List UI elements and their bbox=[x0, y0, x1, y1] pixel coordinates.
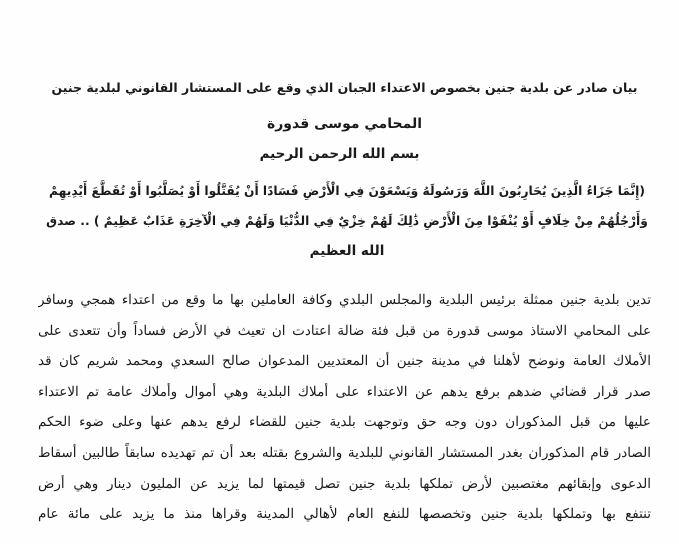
quran-verse bbox=[45, 176, 649, 266]
body-line: الأملاك العامة ونوضح لأهلنا في مدينة جنين أن المعتديين المدعوان صالح السعدي ومحمد شريم كان قد bbox=[38, 353, 651, 370]
body-line: صدر قرار قضائي ضدهم برفع يدهم عن الاعتداء على أملاك البلدية وهي أموال وأملاك عامة تم الاعتداء bbox=[38, 383, 651, 400]
basmala: بسم الله الرحمن الرحيم bbox=[259, 146, 420, 162]
title-line: المحامي موسى قدورة bbox=[266, 116, 423, 132]
title-line: بيان صادر عن بلدية جنين بخصوص الاعتداء الجبان الذي وقع على المستشار القانوني لبلدية جنين bbox=[51, 80, 638, 95]
body-line: عليها من قبل المذكوران دون وجه حق وتوجهت بلدية جنين للقضاء لرفع يدهم عنها وعلى ضوء الحكم bbox=[38, 414, 651, 431]
verse-line: (إِنَّمَا جَزَاءُ الَّذِينَ يُحَارِبُونَ اللَّهَ وَرَسُولَهُ وَيَسْعَوْنَ فِي الْأَرْضِ فَسَادًا أَنْ يُقَتَّلُوا أَوْ يُصَلَّبُوا أَوْ تُقَطَّعَ أَيْدِيهِمْ bbox=[49, 184, 645, 198]
statement-title bbox=[50, 70, 639, 142]
verse-line: وَأَرْجُلُهُمْ مِنْ خِلَافٍ أَوْ يُنْفَوْا مِنَ الْأَرْضِ ذَٰلِكَ لَهُمْ خِزْيٌ فِي الدُّنْيَا وَلَهُمْ فِي الْآخِرَةِ عَذَابٌ عَظِيمٌ ) .. صدق bbox=[46, 214, 648, 228]
body-line: على المحامي الاستاذ موسى قدورة من قبل فئة ضالة اعتادت ان تعيث في الأرض فساداً وأن تتعدى على bbox=[38, 322, 651, 339]
statement-body bbox=[38, 285, 651, 530]
body-line: الصادر قام المذكوران بغدر المستشار القانوني للبلدية والشروع بقتله بعد أن تم تهديده سابقاً طالبين أسقاط bbox=[38, 444, 651, 461]
body-line: الدعوى وإبقائهم مغتصبين لأرض تملكها بلدية جنين تصل قيمتها لما يزيد عن المليون دينار وهي أرض bbox=[38, 475, 651, 492]
body-line: تدين بلدية جنين ممثلة برئيس البلدية والمجلس البلدي وكافة العاملين بها ما وقع من اعتداء همجي وسافر bbox=[38, 292, 651, 308]
body-line: تنتفع بها وتملكها بلدية جنين وتخصصها للنفع العام لأهالي المدينة وقراها منذ ما يزيد على مائة عام bbox=[38, 506, 651, 523]
verse-closing: الله العظيم bbox=[309, 243, 385, 259]
